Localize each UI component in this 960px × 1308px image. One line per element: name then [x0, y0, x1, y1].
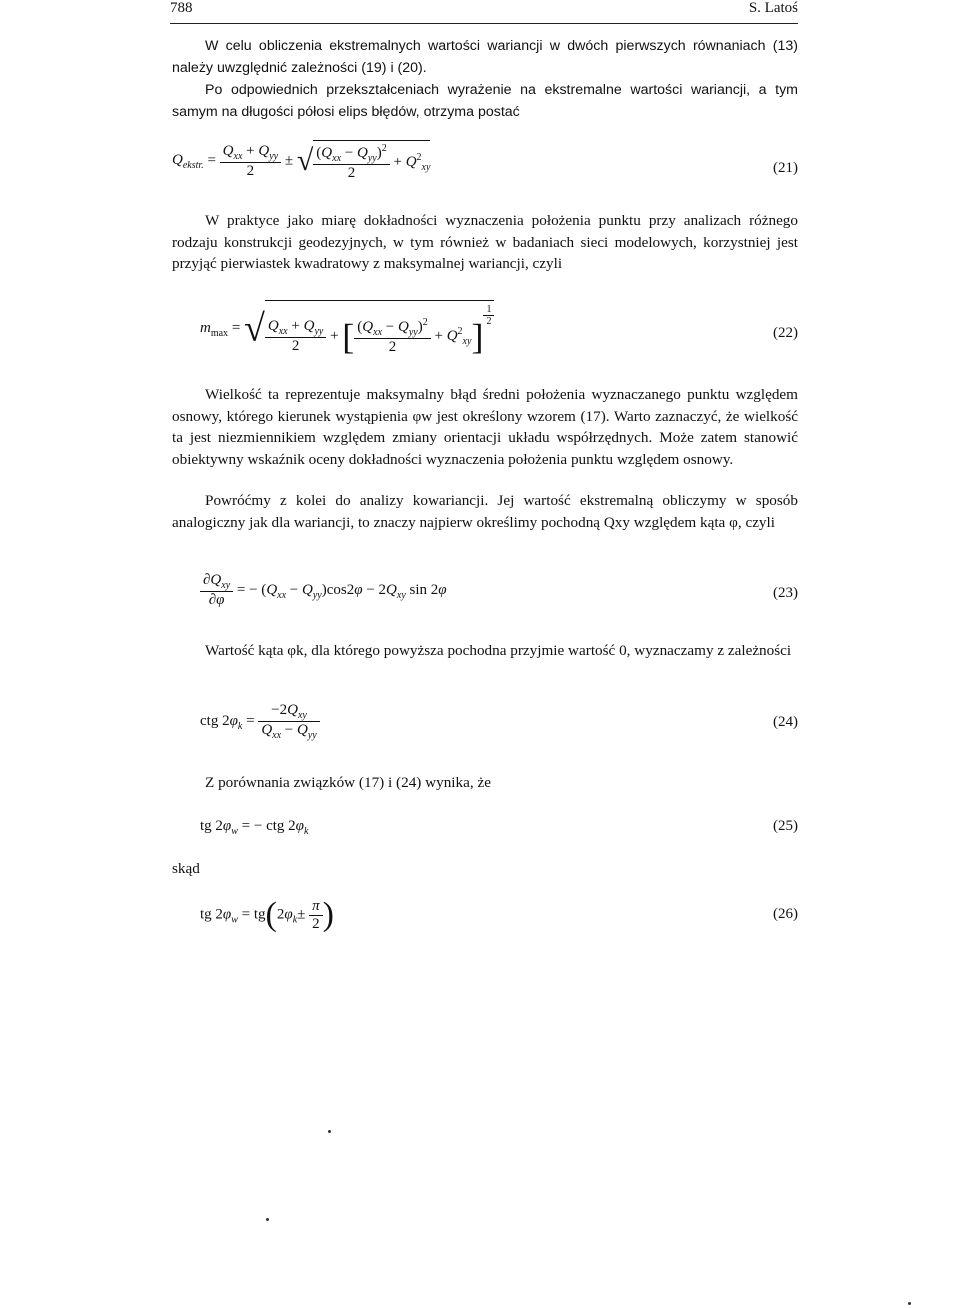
header-rule: [170, 23, 798, 24]
equation-22-number: (22): [773, 325, 798, 341]
paragraph-2: [172, 80, 798, 123]
skad-line: [172, 858, 798, 880]
running-author: S. Latoś: [748, 0, 798, 16]
equation-21-number: (21): [773, 160, 798, 176]
paragraph-5: [172, 490, 798, 533]
skad-text: skąd: [172, 860, 200, 877]
paragraph-1: [172, 36, 798, 79]
equation-23-number: (23): [773, 585, 798, 601]
equation-25: tg $2\varphi_w$ = − ctg $2\varphi_k$: [200, 818, 309, 837]
paragraph-7-text: Z porównania związków (17) i (24) wynika, że: [205, 774, 491, 791]
paragraph-3: [172, 210, 798, 275]
paragraph-3-text: W praktyce jako miarę dokładności wyznaczenia położenia punktu przy analizach różnego rodzaju konstrukcji geodezyjnych, w tym również w badaniach sieci modelowych, korzystniej jest przyjąć pierwiastek kwadratowy z maksymalnej wariancji, czyli: [172, 212, 798, 272]
equation-24-number: (24): [773, 714, 798, 730]
page-number: 788: [170, 0, 193, 16]
paragraph-6-text: Wartość kąta φk, dla którego powyższa pochodna przyjmie wartość 0, wyznaczamy z zależności: [205, 642, 792, 659]
equation-25-number: (25): [773, 818, 798, 834]
paragraph-7: [172, 772, 798, 794]
equation-21: $Q_{ekstr.}$ = $\frac{Q_{xx} + Q_{yy}}{2}$ ± √ $\frac{(Q_{xx} - Q_{yy})^2}{2}$ + $Q^2_{xy}$: [172, 140, 430, 182]
paragraph-5-text: Powróćmy z kolei do analizy kowariancji. Jej wartość ekstremalną obliczymy w sposób analogiczny jak dla wariancji, to znaczy najpierw określimy pochodną Qxy względem kąta φ, czyli: [172, 492, 798, 531]
equation-22: $m_{max}$ = √ $\frac{Q_{xx} + Q_{yy}}{2}$ + [ $\frac{(Q_{xx} - Q_{yy})^2}{2}$ + $Q^2_{xy}$] $^{\frac{1}{2}}$: [200, 300, 494, 357]
paragraph-4: [172, 384, 798, 470]
paragraph-2-text: Po odpowiednich przekształceniach wyrażenie na ekstremalne wartości wariancji, a tym samym na długości półosi elips błędów, otrzyma postać: [172, 82, 798, 120]
scan-speck: [266, 1218, 269, 1221]
equation-26-number: (26): [773, 906, 798, 922]
equation-23: $\frac{\partial Q_{xy}}{\partial\varphi}$ = − $(Q_{xx} - Q_{yy})\cos 2\varphi - 2Q_{xy}$ sin 2φ: [200, 572, 447, 609]
scan-speck: [328, 1130, 331, 1133]
scan-speck: [908, 1302, 911, 1305]
paragraph-4-text: Wielkość ta reprezentuje maksymalny błąd średni położenia wyznaczanego punktu względem osnowy, którego kierunek wystąpienia φw jest określony wzorem (17). Warto zaznaczyć, że wielkość ta jest niezmiennikiem względem zmiany orientacji układu współrzędnych. Może zatem stanowić obiektywny wskaźnik oceny dokładności wyznaczenia położenia punktu względem osnowy.: [172, 386, 798, 468]
paragraph-1-text: W celu obliczenia ekstremalnych wartości wariancji w dwóch pierwszych równaniach (13) należy uwzględnić zależności (19) i (20).: [172, 38, 798, 76]
equation-26: tg $2\varphi_w = tg(2\varphi_k\pm$ $\frac{\pi}{2}$ ): [200, 896, 334, 933]
equation-24: ctg $2\varphi_k$ = $\frac{-2Q_{xy}}{Q_{xx} - Q_{yy}}$: [200, 702, 320, 741]
paragraph-6: [172, 640, 798, 662]
